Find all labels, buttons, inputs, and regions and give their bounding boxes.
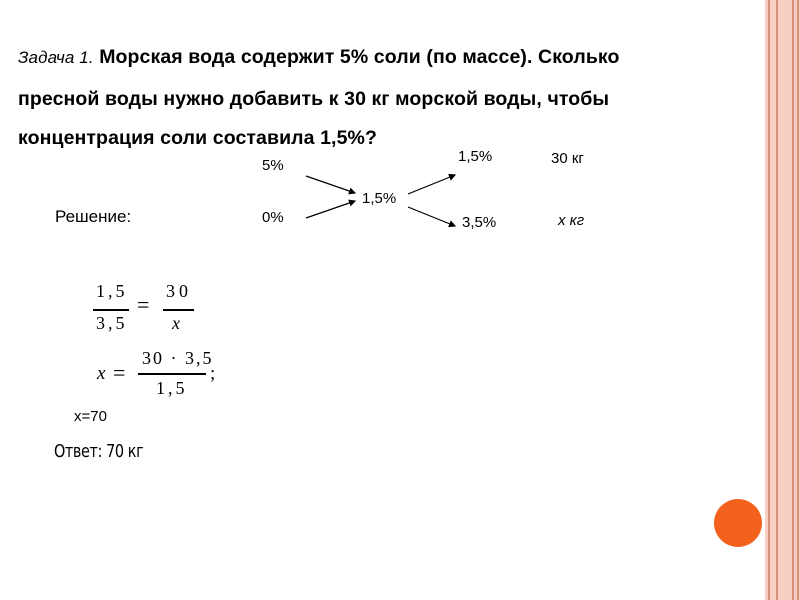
semicolon: ; — [210, 363, 216, 384]
arrow-bottom-right — [408, 207, 455, 226]
fraction1-numerator: 1,5 — [96, 281, 128, 301]
label-mass-top: 30 кг — [551, 150, 584, 167]
fraction3-bar — [138, 373, 206, 375]
fraction1-bar — [93, 309, 129, 311]
arrow-top-right — [408, 175, 455, 194]
fraction1-denominator: 3,5 — [96, 313, 128, 333]
task-label: Задача 1. — [18, 48, 94, 67]
result-x: x=70 — [74, 408, 107, 425]
fraction3-numerator: 30 · 3,5 — [142, 348, 214, 368]
label-top-right: 1,5% — [458, 148, 493, 165]
x-variable: x — [97, 363, 106, 384]
label-bottom-left: 0% — [262, 209, 284, 226]
fraction2-numerator: 30 — [166, 281, 192, 301]
arrow-bottom-left — [306, 201, 355, 218]
label-mass-bottom: х кг — [558, 212, 585, 229]
problem-line-2: пресной воды нужно добавить к 30 кг морской воды, чтобы — [18, 88, 610, 110]
fraction2-denominator: x — [172, 313, 180, 333]
problem-text-1: Морская вода содержит 5% соли (по массе). Сколько — [93, 46, 620, 68]
solution-label: Решение: — [55, 207, 132, 226]
label-top-left: 5% — [262, 157, 284, 174]
equals-sign-2: = — [113, 360, 126, 385]
arrow-top-left — [306, 176, 355, 193]
problem-line-3: концентрация соли составила 1,5%? — [18, 127, 377, 149]
fraction3-denominator: 1,5 — [156, 378, 188, 398]
label-bottom-right: 3,5% — [462, 214, 497, 231]
answer: Ответ: 70 кг — [54, 441, 144, 462]
label-center: 1,5% — [362, 190, 397, 207]
fraction2-bar — [163, 309, 194, 311]
equals-sign-1: = — [137, 292, 150, 317]
